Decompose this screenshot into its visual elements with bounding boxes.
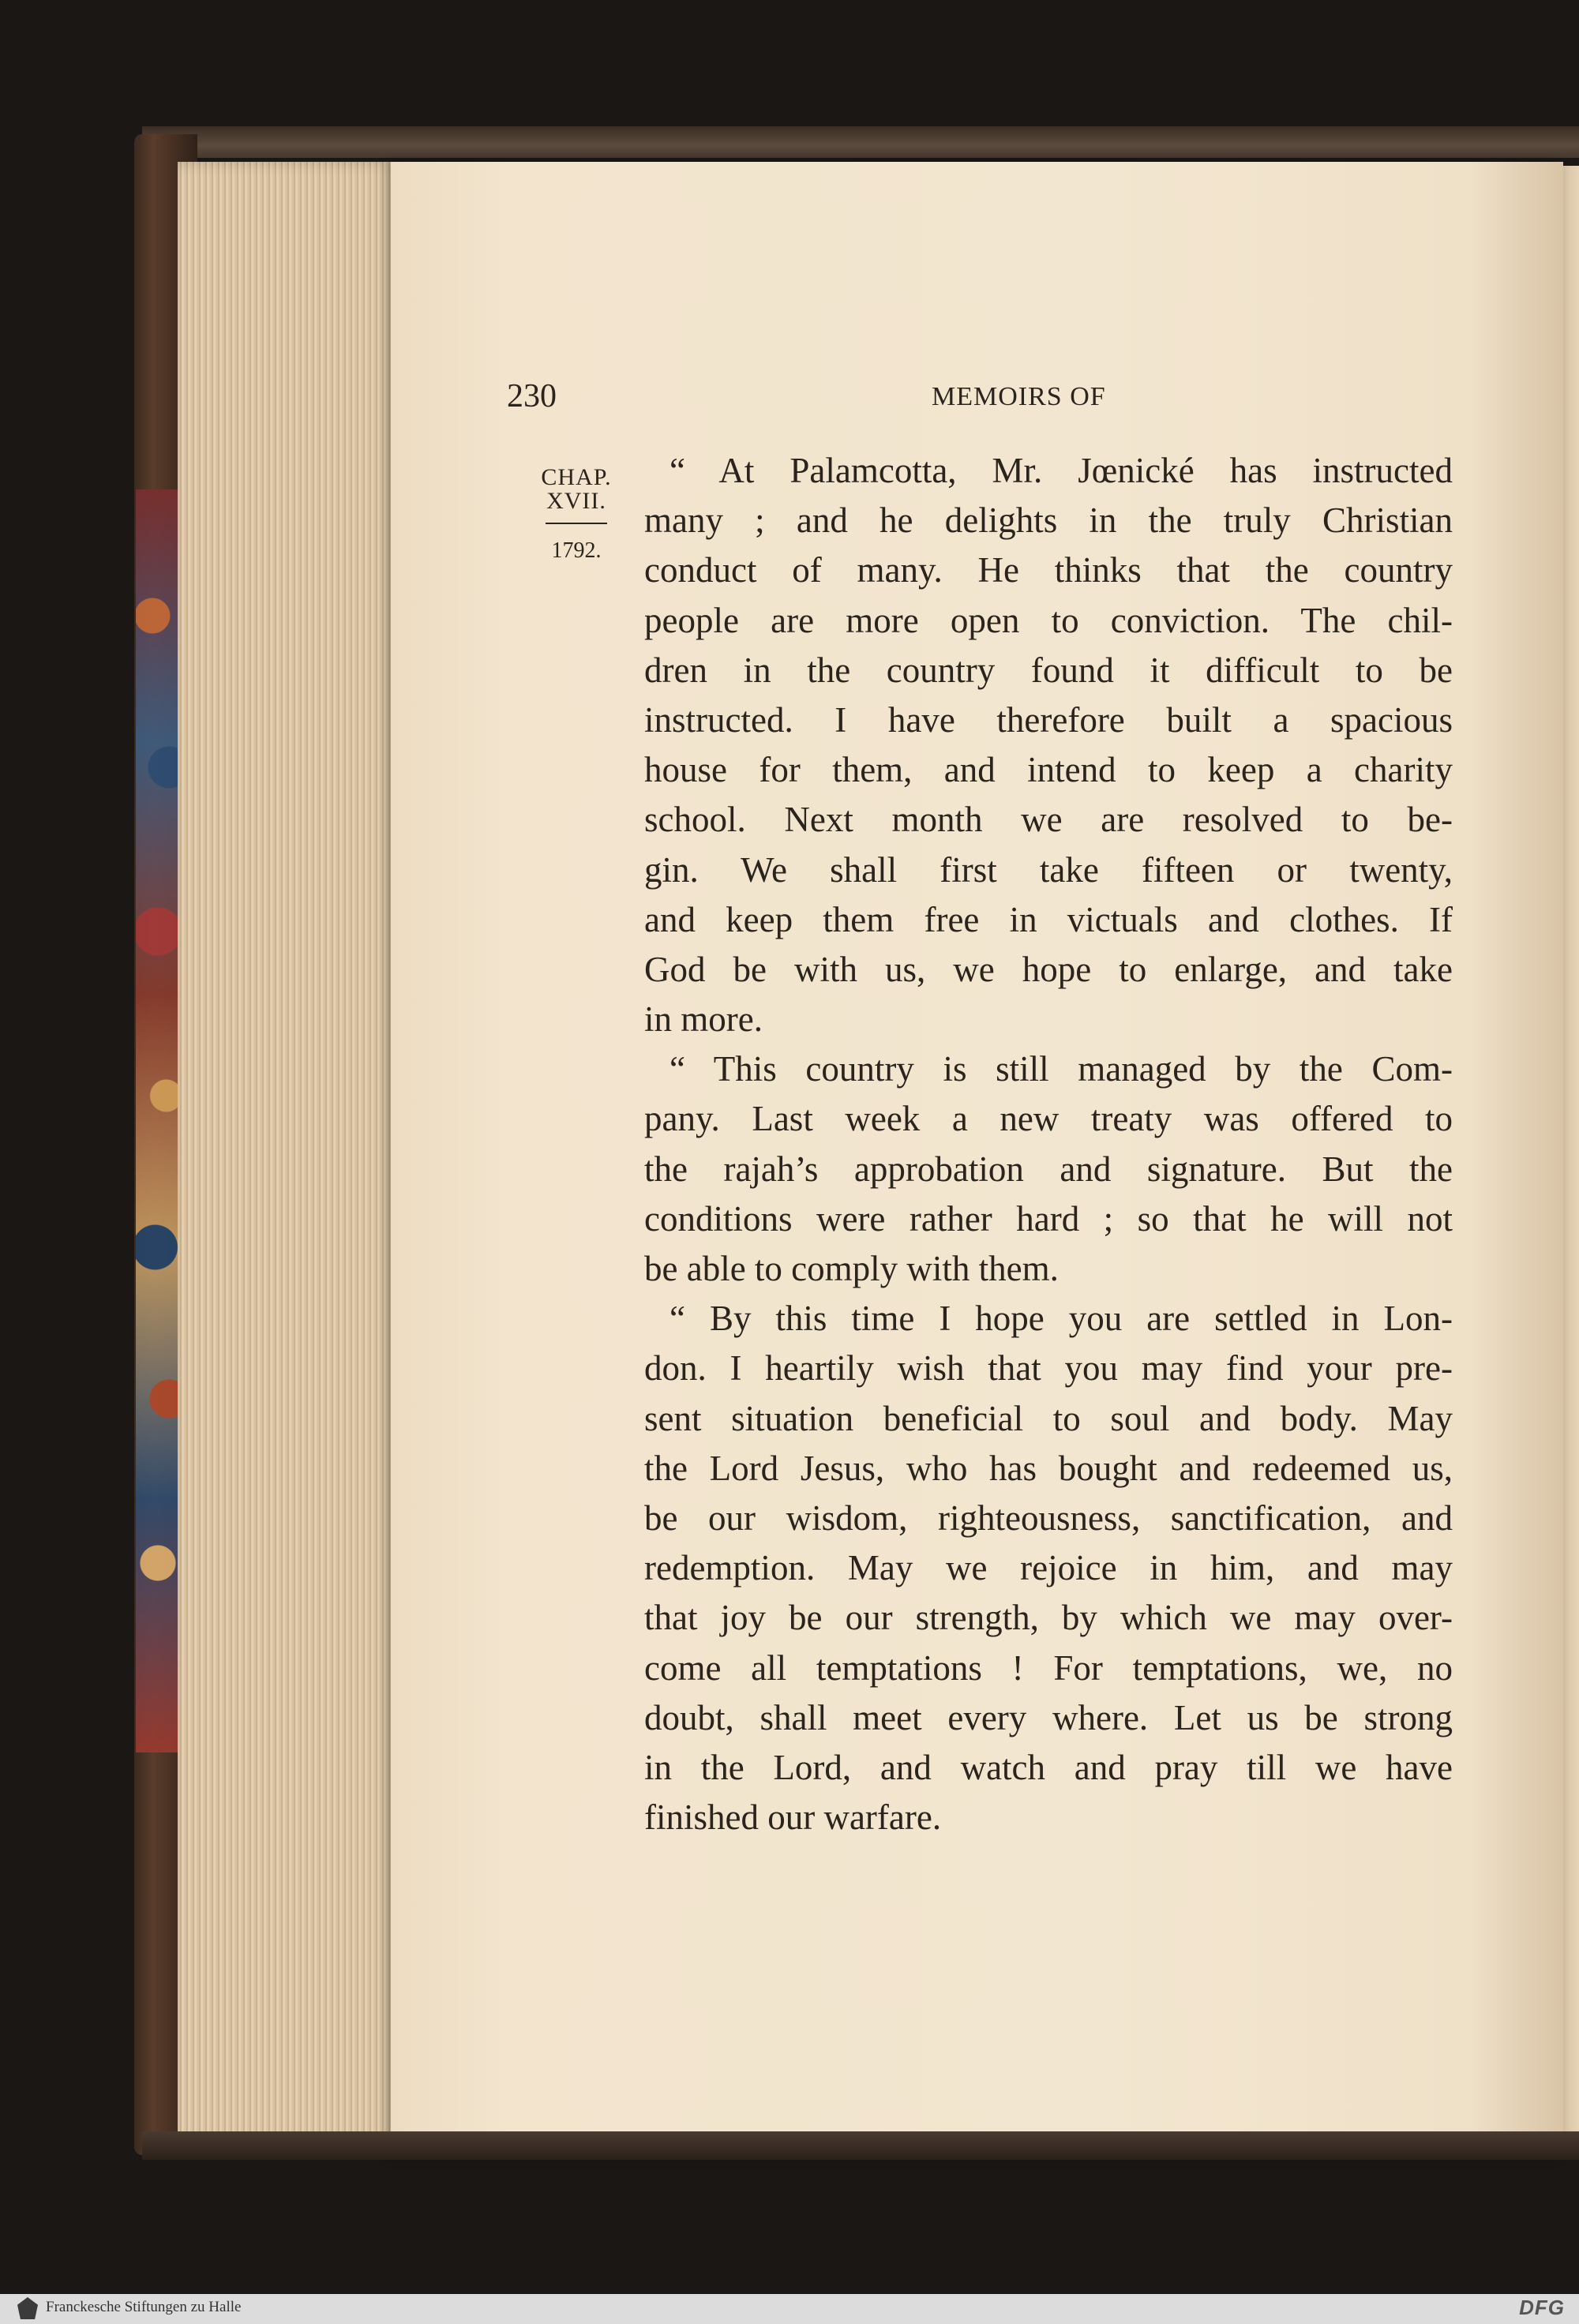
running-head-title: MEMOIRS OF	[932, 382, 1106, 411]
text-line: people are more open to conviction. The chil-	[644, 600, 1453, 640]
margin-note	[529, 466, 624, 564]
text-line: come all temptations ! For temptations, we, no	[644, 1647, 1453, 1688]
body-text	[644, 446, 1453, 1842]
text-line: instructed. I have therefore built a spacious	[644, 699, 1453, 740]
text-line: “ By this time I hope you are settled in Lon-	[669, 1299, 1453, 1339]
text-line: in more.	[644, 999, 763, 1040]
text-line: school. Next month we are resolved to be-	[644, 800, 1453, 840]
text-line: be our wisdom, righteousness, sanctification, and	[644, 1497, 1453, 1538]
text-line: sent situation beneficial to soul and body. May	[644, 1398, 1453, 1438]
text-line: conditions were rather hard ; so that he will not	[644, 1198, 1453, 1239]
text-line: be able to comply with them.	[644, 1249, 1059, 1288]
text-line: the Lord Jesus, who has bought and redeemed us,	[644, 1448, 1453, 1488]
text-line: conduct of many. He thinks that the country	[644, 550, 1453, 590]
text-line: pany. Last week a new treaty was offered to	[644, 1099, 1453, 1139]
text-line: in the Lord, and watch and pray till we have	[644, 1747, 1453, 1787]
margin-rule	[546, 523, 607, 524]
chapter-number: XVII.	[546, 488, 606, 514]
book-cover-bottom	[142, 2131, 1579, 2160]
margin-year: 1792.	[551, 538, 602, 563]
text-line: gin. We shall first take fifteen or twenty,	[644, 849, 1453, 890]
text-line: the rajah’s approbation and signature. But the	[644, 1149, 1453, 1189]
footer-institution: Franckesche Stiftungen zu Halle	[46, 2299, 242, 2315]
text-line: house for them, and intend to keep a charity	[644, 750, 1453, 790]
text-line: that joy be our strength, by which we may over-	[644, 1598, 1453, 1638]
page-number: 230	[507, 378, 557, 414]
text-line: and keep them free in victuals and clothes. If	[644, 899, 1453, 939]
text-line: dren in the country found it difficult to be	[644, 650, 1453, 690]
text-line: don. I heartily wish that you may find your pre-	[644, 1348, 1453, 1389]
dfg-logo: DFG	[1519, 2296, 1565, 2319]
text-line: God be with us, we hope to enlarge, and take	[644, 949, 1453, 989]
text-line: many ; and he delights in the truly Christian	[644, 500, 1453, 541]
page-block-edge	[178, 162, 407, 2155]
book-cover-top	[142, 126, 1579, 158]
chapter-label: CHAP.	[541, 464, 612, 490]
text-line: “ At Palamcotta, Mr. Jœnické has instructed	[669, 451, 1453, 490]
text-line: “ This country is still managed by the Com-	[669, 1049, 1453, 1089]
text-line: redemption. May we rejoice in him, and may	[644, 1548, 1453, 1588]
text-line: doubt, shall meet every where. Let us be strong	[644, 1697, 1453, 1737]
text-line: finished our warfare.	[644, 1797, 942, 1838]
